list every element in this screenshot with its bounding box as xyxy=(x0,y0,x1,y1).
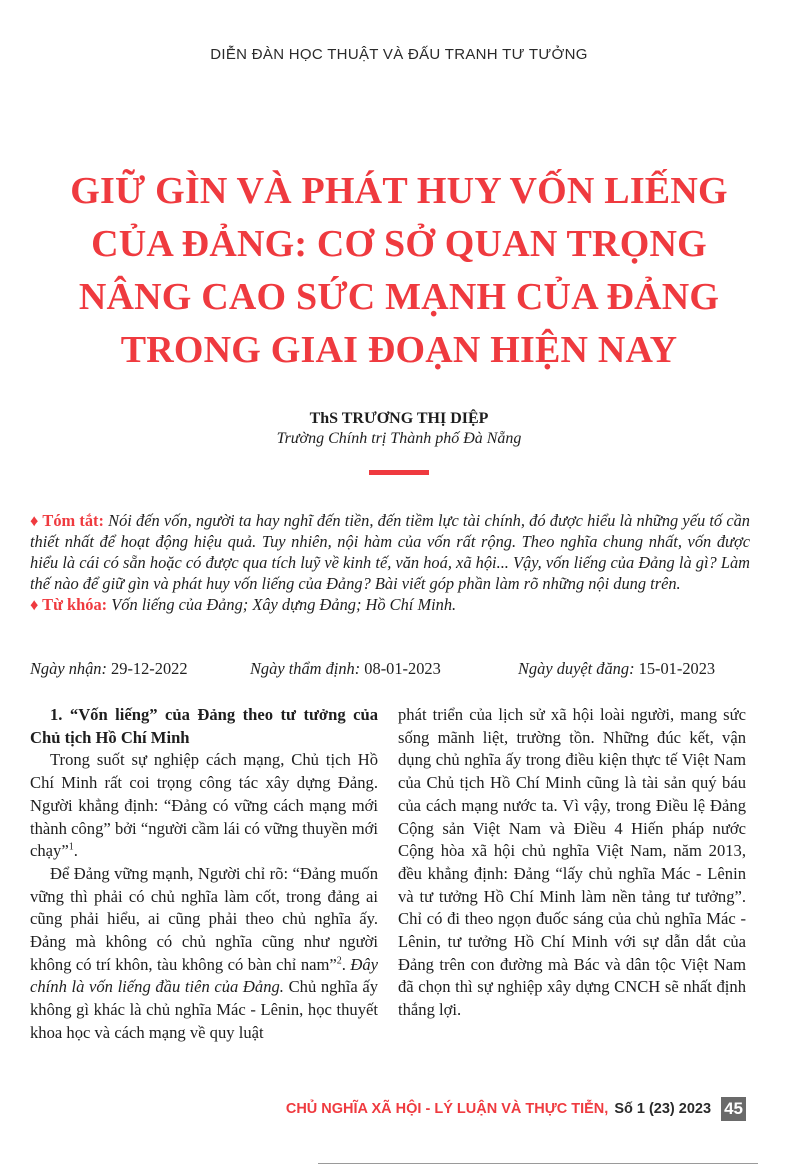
keywords-paragraph xyxy=(30,594,750,615)
footnote-ref-1: 1 xyxy=(68,841,74,853)
bottom-divider xyxy=(318,1163,758,1164)
author-name: ThS TRƯƠNG THỊ DIỆP xyxy=(309,410,489,427)
title-line-2: CỦA ĐẢNG: CƠ SỞ QUAN TRỌNG xyxy=(91,223,707,265)
body-paragraph-2-continued: phát triển của lịch sử xã hội loài người, mang sức sống mãnh liệt, trường tồn. Những đúc kết, vận dụng chủ nghĩa ấy trong điều kiện thực tế Việt Nam của Chủ tịch Hồ Chí Minh cũng là tài sản quý báu của cách mạng nước ta. Vì vậy, trong Điều lệ Đảng Cộng sản Việt Nam và Điều 4 Hiến pháp nước Cộng hòa xã hội chủ nghĩa Việt Nam, năm 2013, đều khẳng định: Đảng “lấy chủ nghĩa Mác - Lênin và tư tưởng Hồ Chí Minh làm nền tảng tư tưởng”. Chỉ có đi theo ngọn đuốc sáng của chủ nghĩa Mác - Lênin, tư tưởng Hồ Chí Minh với sự dẫn dắt của Đảng trên con đường mà Bác và dân tộc Việt Nam đã chọn thì sự nghiệp xây dựng CNCH sẽ nhất định thắng lợi. xyxy=(398,705,746,1020)
page-number-badge: 45 xyxy=(721,1097,746,1121)
body-paragraph-2-emphasis: Đây chính là vốn liếng đầu tiên của Đảng. xyxy=(30,954,379,997)
body-paragraph-1-end: . xyxy=(73,841,78,861)
title-divider xyxy=(369,470,429,475)
footnote-ref-2: 2 xyxy=(336,955,342,967)
title-line-3: NÂNG CAO SỨC MẠNH CỦA ĐẢNG xyxy=(78,276,720,318)
abstract-paragraph xyxy=(30,510,750,594)
journal-name: CHỦ NGHĨA XÃ HỘI - LÝ LUẬN VÀ THỰC TIỄN, xyxy=(285,1101,609,1117)
body-column-right xyxy=(398,704,746,1022)
keywords-text: Vốn liếng của Đảng; Xây dựng Đảng; Hồ Chí Minh. xyxy=(111,595,457,614)
date-accepted-value: 15-01-2023 xyxy=(638,659,716,678)
body-paragraph-2-text-c: Chủ nghĩa ấy không gì khác là chủ nghĩa Mác - Lênin, học thuyết khoa học và cách mạng về quy luật xyxy=(30,977,378,1042)
title-line-1: GIỮ GÌN VÀ PHÁT HUY VỐN LIẾNG xyxy=(70,170,728,212)
date-received-label: Ngày nhận: xyxy=(30,659,107,678)
body-column-left xyxy=(30,704,378,1045)
title-line-4: TRONG GIAI ĐOẠN HIỆN NAY xyxy=(120,329,678,371)
date-accepted-label: Ngày duyệt đăng: xyxy=(518,659,635,678)
body-paragraph-1 xyxy=(30,749,378,863)
keywords-label: ♦ Từ khóa: xyxy=(30,595,108,614)
body-paragraph-2 xyxy=(30,863,378,1045)
running-header: DIỄN ĐÀN HỌC THUẬT VÀ ĐẤU TRANH TƯ TƯỞNG xyxy=(210,46,588,63)
body-paragraph-1-text: Trong suốt sự nghiệp cách mạng, Chủ tịch Hồ Chí Minh rất coi trọng công tác xây dựng Đảng. Người khẳng định: “Đảng có vững cách mạng mới thành công” bởi “người cầm lái có vững thuyền mới chạy” xyxy=(30,750,378,861)
page-footer xyxy=(286,1097,746,1121)
date-received-value: 29-12-2022 xyxy=(111,659,188,678)
body-paragraph-2-text-a: Để Đảng vững mạnh, Người chỉ rõ: “Đảng muốn vững thì phải có chủ nghĩa làm cốt, trong đảng ai cũng phải hiểu, ai cũng phải theo chủ nghĩa ấy. Đảng mà không có chủ nghĩa cũng như người không có trí khôn, tàu không có bàn chỉ nam” xyxy=(30,863,378,974)
body-paragraph-2-text-b: . xyxy=(341,954,351,974)
article-dates xyxy=(30,657,745,681)
abstract-block xyxy=(30,510,750,615)
abstract-label: ♦ Tóm tắt: xyxy=(30,511,104,530)
date-reviewed xyxy=(250,657,441,681)
abstract-text: Nói đến vốn, người ta hay nghĩ đến tiền, đến tiềm lực tài chính, đó được hiểu là những yếu tố cần thiết nhất để hoạt động hiệu quả. Tuy nhiên, nội hàm của vốn rất rộng. Theo nghĩa chung nhất, vốn được hiểu là cái có sẵn hoặc có được qua tích luỹ về kinh tế, văn hoá, xã hội... Vậy, vốn liếng của Đảng là gì? Làm thế nào để giữ gìn và phát huy vốn liếng của Đảng? Bài viết góp phần làm rõ những nội dung trên. xyxy=(30,511,750,593)
author-affiliation: Trường Chính trị Thành phố Đà Nẵng xyxy=(276,430,522,447)
date-reviewed-label: Ngày thẩm định: xyxy=(250,659,361,678)
section-heading: 1. “Vốn liếng” của Đảng theo tư tưởng của Chủ tịch Hồ Chí Minh xyxy=(30,705,378,747)
date-reviewed-value: 08-01-2023 xyxy=(364,659,441,678)
issue-number: Số 1 (23) 2023 xyxy=(614,1101,712,1117)
article-title xyxy=(40,165,758,377)
date-accepted xyxy=(518,657,715,681)
date-received xyxy=(30,657,188,681)
